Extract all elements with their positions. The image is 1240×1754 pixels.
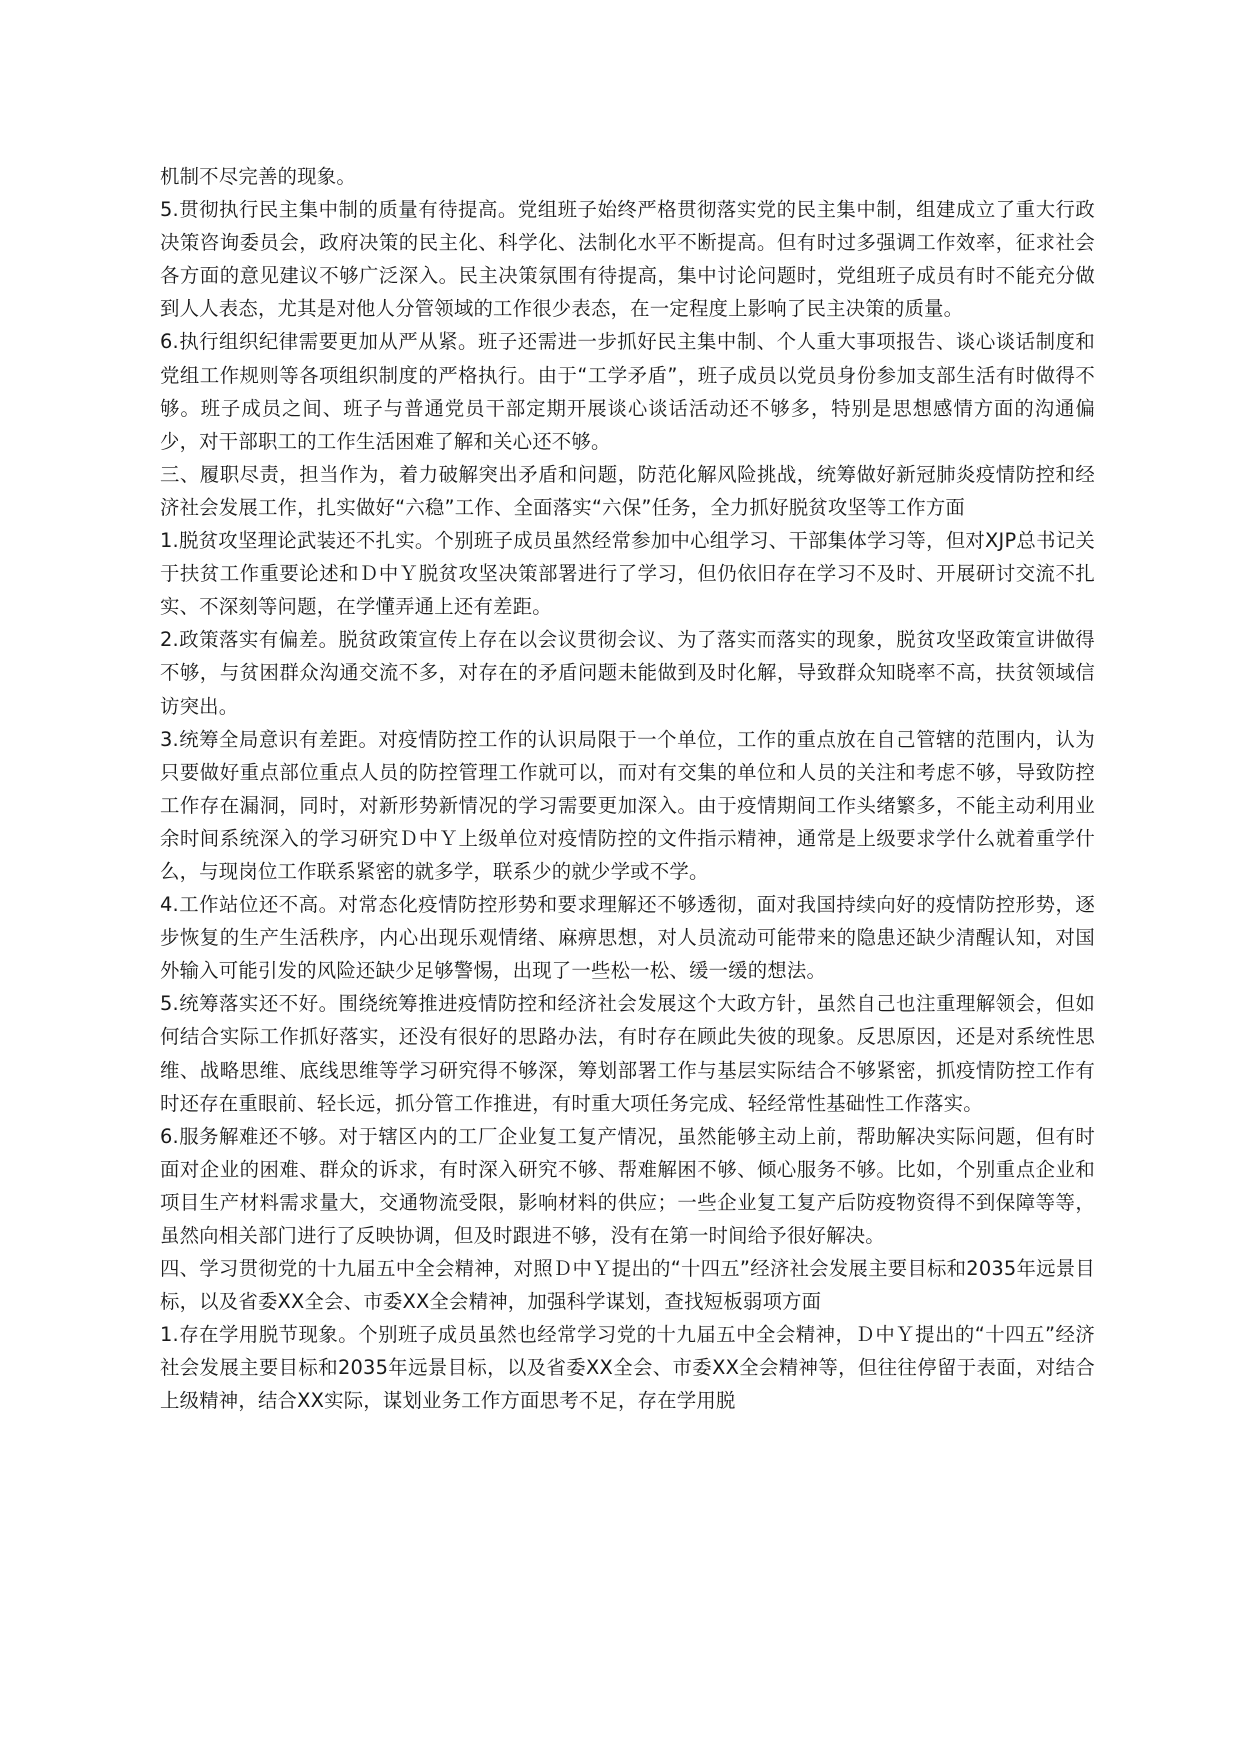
paragraph-item-2-policy-implementation: 2.政策落实有偏差。脱贫政策宣传上存在以会议贯彻会议、为了落实而落实的现象，脱贫攻坚政策宣讲做得不够，与贫困群众沟通交流不多，对存在的矛盾问题未能做到及时化解，导致群众知晓率不高，扶贫领域信访突出。	[160, 628, 1095, 718]
paragraph-item-5-democratic-centralism: 5.贯彻执行民主集中制的质量有待提高。党组班子始终严格贯彻落实党的民主集中制，组建成立了重大行政决策咨询委员会，政府决策的民主化、科学化、法制化水平不断提高。但有时过多强调工作效率，征求社会各方面的意见建议不够广泛深入。民主决策氛围有待提高，集中讨论问题时，党组班子成员有时不能充分做到人人表态，尤其是对他人分管领域的工作很少表态，在一定程度上影响了民主决策的质量。	[160, 198, 1095, 321]
section-heading-3: 三、履职尽责，担当作为，着力破解突出矛盾和问题，防范化解风险挑战，统筹做好新冠肺炎疫情防控和经济社会发展工作，扎实做好“六稳”工作、全面落实“六保”任务，全力抓好脱贫攻坚等工作方面	[160, 462, 1095, 519]
paragraph-item-6-service: 6.服务解难还不够。对于辖区内的工厂企业复工复产情况，虽然能够主动上前，帮助解决实际问题，但有时面对企业的困难、群众的诉求，有时深入研究不够、帮难解困不够、倾心服务不够。比如，个别重点企业和项目生产材料需求量大，交通物流受限，影响材料的供应；一些企业复工复产后防疫物资得不到保障等等，虽然向相关部门进行了反映协调，但及时跟进不够，没有在第一时间给予很好解决。	[160, 1124, 1095, 1247]
paragraph-item-6-organizational-discipline: 6.执行组织纪律需要更加从严从紧。班子还需进一步抓好民主集中制、个人重大事项报告、谈心谈话制度和党组工作规则等各项组织制度的严格执行。由于“工学矛盾”，班子成员以党员身份参加支部生活有时做得不够。班子成员之间、班子与普通党员干部定期开展谈心谈话活动还不够多，特别是思想感情方面的沟通偏少，对干部职工的工作生活困难了解和关心还不够。	[160, 330, 1095, 453]
paragraph-item-1-poverty-theory: 1.脱贫攻坚理论武装还不扎实。个别班子成员虽然经常参加中心组学习、干部集体学习等，但对XJP总书记关于扶贫工作重要论述和Ｄ中Ｙ脱贫攻坚决策部署进行了学习，但仍依旧存在学习不及时、开展研讨交流不扎实、不深刻等问题，在学懂弄通上还有差距。	[160, 529, 1095, 619]
paragraph-item-5-coordination: 5.统筹落实还不好。围绕统筹推进疫情防控和经济社会发展这个大政方针，虽然自己也注重理解领会，但如何结合实际工作抓好落实，还没有很好的思路办法，有时存在顾此失彼的现象。反思原因，还是对系统性思维、战略思维、底线思维等学习研究得不够深，筹划部署工作与基层实际结合不够紧密，抓疫情防控工作有时还存在重眼前、轻长远，抓分管工作推进，有时重大项任务完成、轻经常性基础性工作落实。	[160, 992, 1095, 1115]
document-body	[160, 160, 1095, 1418]
paragraph-item-1-study-application: 1.存在学用脱节现象。个别班子成员虽然也经常学习党的十九届五中全会精神，Ｄ中Ｙ提出的“十四五”经济社会发展主要目标和2035年远景目标，以及省委XX全会、市委XX全会精神等，但往往停留于表面，对结合上级精神，结合XX实际，谋划业务工作方面思考不足，存在学用脱	[160, 1323, 1095, 1413]
paragraph-item-4-work-position: 4.工作站位还不高。对常态化疫情防控形势和要求理解还不够透彻，面对我国持续向好的疫情防控形势，逐步恢复的生产生活秩序，内心出现乐观情绪、麻痹思想，对人员流动可能带来的隐患还缺少清醒认知，对国外输入可能引发的风险还缺少足够警惕，出现了一些松一松、缓一缓的想法。	[160, 893, 1095, 983]
section-heading-4: 四、学习贯彻党的十九届五中全会精神，对照Ｄ中Ｙ提出的“十四五”经济社会发展主要目标和2035年远景目标，以及省委XX全会、市委XX全会精神，加强科学谋划，查找短板弱项方面	[160, 1257, 1095, 1314]
paragraph-item-3-overall-awareness: 3.统筹全局意识有差距。对疫情防控工作的认识局限于一个单位，工作的重点放在自己管辖的范围内，认为只要做好重点部位重点人员的防控管理工作就可以，而对有交集的单位和人员的关注和考虑不够，导致防控工作存在漏洞，同时，对新形势新情况的学习需要更加深入。由于疫情期间工作头绪繁多，不能主动利用业余时间系统深入的学习研究Ｄ中Ｙ上级单位对疫情防控的文件指示精神，通常是上级要求学什么就着重学什么，与现岗位工作联系紧密的就多学，联系少的就少学或不学。	[160, 727, 1095, 883]
paragraph-continuation: 机制不尽完善的现象。	[160, 165, 356, 188]
